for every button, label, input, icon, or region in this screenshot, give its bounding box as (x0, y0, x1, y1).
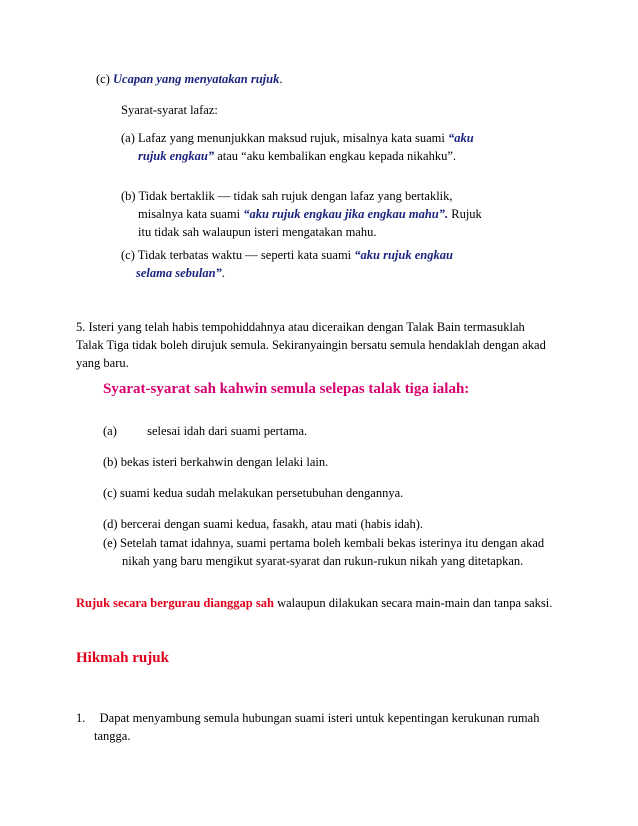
condition-text: suami kedua sudah melakukan persetubuhan dengannya. (120, 486, 404, 500)
lafaz-item-c-line2 (136, 266, 225, 281)
jest-rujuk-highlight: Rujuk secara bergurau dianggap sah (76, 596, 274, 610)
lafaz-item-c-text: (c) Tidak terbatas waktu — seperti kata suami (121, 248, 355, 262)
lafaz-item-c-quote-cont: selama sebulan” (136, 266, 222, 280)
lafaz-item-c-text-end: . (221, 266, 225, 280)
lafaz-item-b-line1: (b) Tidak bertaklik — tidak sah rujuk dengan lafaz yang bertaklik, (121, 189, 453, 203)
point5-line3: yang baru. (76, 356, 129, 370)
point5-line1: 5. Isteri yang telah habis tempohiddahnya atau diceraikan dengan Talak Bain termasuklah (76, 320, 525, 334)
condition-label: (a) (103, 424, 117, 438)
hikmah-heading-text: Hikmah rujuk (76, 650, 169, 666)
remarriage-conditions-heading: Syarat-syarat sah kahwin semula selepas talak tiga ialah: (103, 381, 470, 397)
hikmah-item-text: Dapat menyambung semula hubungan suami isteri untuk kepentingan kerukunan rumah (99, 711, 540, 725)
lafaz-item-a-quote-cont: rujuk engkau” (138, 149, 215, 163)
condition-label: (b) (103, 455, 118, 469)
condition-item (103, 424, 307, 439)
lafaz-item-b-text-end: Rujuk (448, 207, 482, 221)
lafaz-item-a-text-cont: atau “aku kembalikan engkau kepada nikahku”. (214, 149, 456, 163)
condition-label: (d) (103, 517, 118, 531)
condition-label: (e) (103, 536, 117, 550)
lafaz-item-c-quote: “aku rujuk engkau (354, 248, 453, 262)
condition-text: selesai idah dari suami pertama. (147, 424, 308, 438)
lafaz-item-b-text: misalnya kata suami (138, 207, 244, 221)
jest-rujuk-note (76, 596, 552, 611)
jest-rujuk-text: walaupun dilakukan secara main-main dan tanpa saksi. (273, 596, 553, 610)
lafaz-item-b-quote: “aku rujuk engkau jika engkau mahu”. (243, 207, 449, 221)
condition-item (103, 517, 423, 532)
condition-label: (c) (103, 486, 117, 500)
condition-item (103, 536, 544, 551)
condition-text: bercerai dengan suami kedua, fasakh, atau mati (habis idah). (120, 517, 424, 531)
lafaz-item-b-line2 (138, 207, 482, 222)
hikmah-heading (76, 650, 169, 667)
section-c-label: (c) (96, 72, 110, 86)
lafaz-subheading: Syarat-syarat lafaz: (121, 103, 218, 117)
section-c-title: Ucapan yang menyatakan rujuk (113, 72, 280, 86)
section-c-heading (96, 72, 282, 87)
hikmah-item-line2: tangga. (94, 729, 131, 743)
lafaz-item-c-line1 (121, 248, 453, 263)
condition-text: bekas isteri berkahwin dengan lelaki lain. (120, 455, 329, 469)
point5-line2: Talak Tiga tidak boleh dirujuk semula. Sekiranyaingin bersatu semula hendaklah dengan akad (76, 338, 546, 352)
lafaz-item-a-text: (a) Lafaz yang menunjukkan maksud rujuk, misalnya kata suami (121, 131, 448, 145)
lafaz-item-b-line3: itu tidak sah walaupun isteri mengatakan mahu. (138, 225, 377, 239)
hikmah-item-label: 1. (76, 711, 86, 725)
lafaz-item-a-line2 (138, 149, 456, 164)
condition-item-e-line2: nikah yang baru mengikut syarat-syarat dan rukun-rukun nikah yang ditetapkan. (122, 554, 524, 568)
lafaz-item-a-line1 (121, 131, 474, 146)
condition-item (103, 486, 403, 501)
section-c-title-end: . (279, 72, 283, 86)
condition-item (103, 455, 328, 470)
lafaz-item-a-quote: “aku (447, 131, 474, 145)
condition-text: Setelah tamat idahnya, suami pertama boleh kembali bekas isterinya itu dengan akad (120, 536, 545, 550)
hikmah-item (76, 711, 539, 726)
